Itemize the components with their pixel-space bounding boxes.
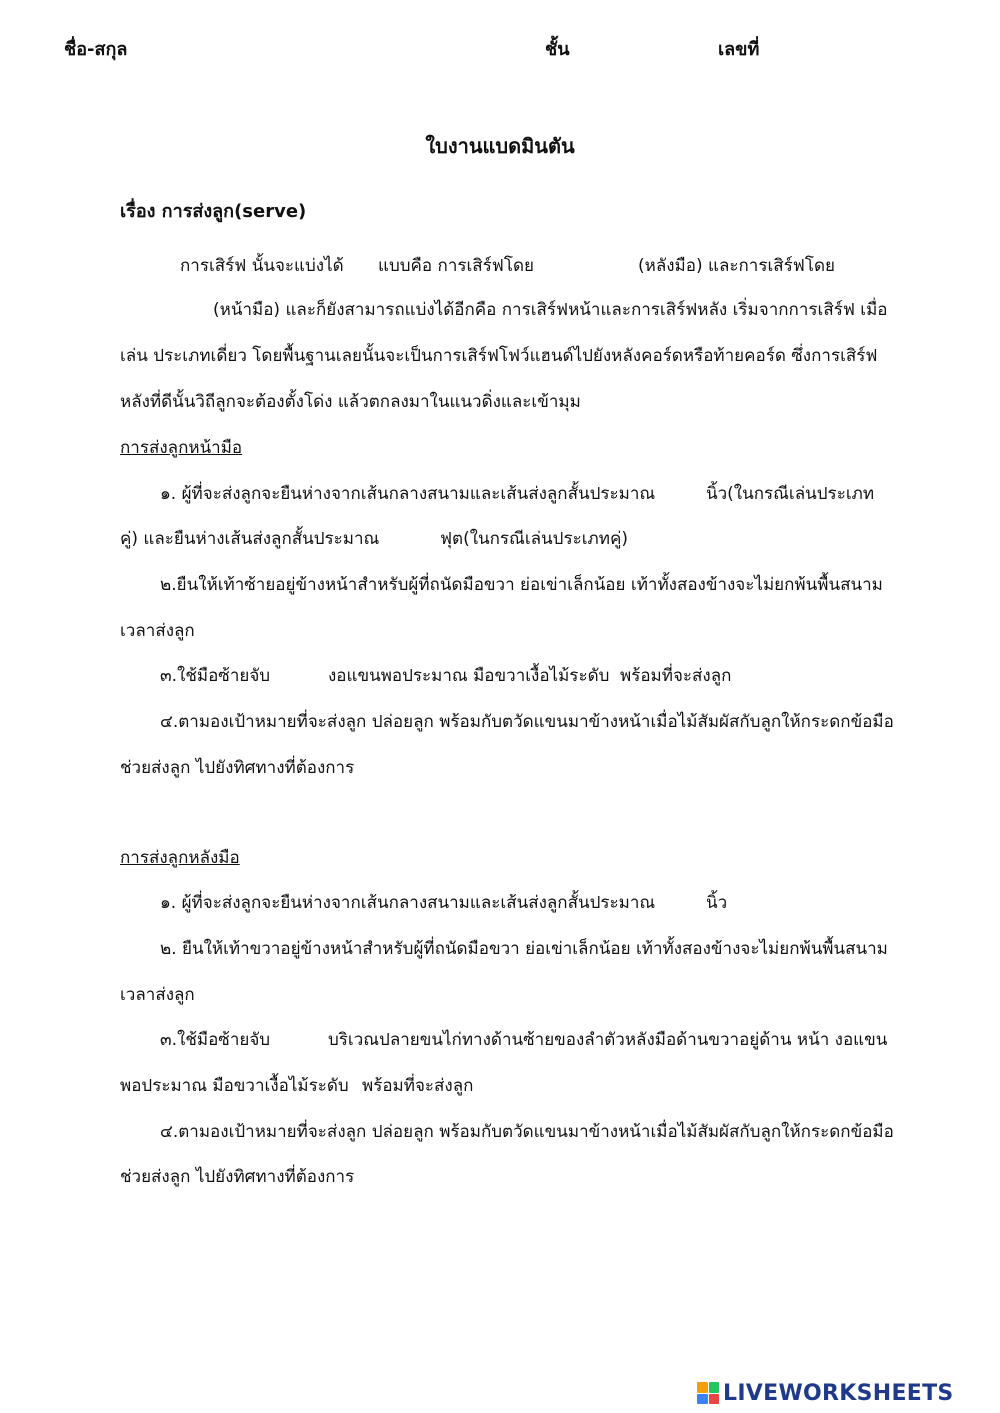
backhand-item-1a: ๑. ผู้ที่จะส่งลูกจะยืนห่างจากเส้นกลางสนามและเส้นส่งลูกสั้นประมาณ: [160, 893, 656, 913]
forehand-item-1d: ฟุต(ในกรณีเล่นประเภทคู่): [440, 529, 628, 549]
backhand-item-2b: เวลาส่งลูก: [120, 985, 195, 1005]
backhand-item-2a: ๒. ยืนให้เท้าขวาอยู่ข้างหน้าสำหรับผู้ที่ถนัดมือขวา ย่อเข่าเล็กน้อย เท้าทั้งสองข้างจะไม่ยกพ้นพื้นสนาม: [160, 939, 888, 959]
forehand-item-2b: เวลาส่งลูก: [120, 621, 195, 641]
forehand-item-4b: ช่วยส่งลูก ไปยังทิศทางที่ต้องการ: [120, 758, 355, 778]
intro-line-1b: แบบคือ การเสิร์ฟโดย: [378, 256, 534, 276]
forehand-item-3a: ๓.ใช้มือซ้ายจับ: [160, 666, 271, 686]
backhand-item-3c: พอประมาณ มือขวาเงื้อไม้ระดับ: [120, 1076, 349, 1096]
intro-line-1c: (หลังมือ) และการเสิร์ฟโดย: [638, 256, 835, 276]
page-title: ใบงานแบดมินตัน: [425, 134, 575, 158]
intro-line-1a: การเสิร์ฟ นั้นจะแบ่งได้: [180, 256, 344, 276]
forehand-item-2a: ๒.ยืนให้เท้าซ้ายอยู่ข้างหน้าสำหรับผู้ที่ถนัดมือขวา ย่อเข่าเล็กน้อย เท้าทั้งสองข้างจะไม่ยกพ้นพื้นสนาม: [160, 575, 883, 595]
intro-line-2: (หน้ามือ) และก็ยังสามารถแบ่งได้อีกคือ การเสิร์ฟหน้าและการเสิร์ฟหลัง เริ่มจากการเสิร์ฟ เมื่อ: [213, 300, 888, 320]
forehand-item-3c: พร้อมที่จะส่งลูก: [620, 666, 732, 686]
backhand-heading: การส่งลูกหลังมือ: [120, 848, 240, 868]
forehand-heading: การส่งลูกหน้ามือ: [120, 438, 243, 458]
backhand-item-4a: ๔.ตามองเป้าหมายที่จะส่งลูก ปล่อยลูก พร้อมกับตวัดแขนมาข้างหน้าเมื่อไม้สัมผัสกับลูกให้กระดกข้อมือ: [160, 1122, 894, 1142]
class-label: ชั้น: [545, 39, 570, 60]
forehand-item-4a: ๔.ตามองเป้าหมายที่จะส่งลูก ปล่อยลูก พร้อมกับตวัดแขนมาข้างหน้าเมื่อไม้สัมผัสกับลูกให้กระดกข้อมือ: [160, 712, 894, 732]
liveworksheets-logo-text: LIVEWORKSHEETS: [723, 1380, 954, 1406]
forehand-item-3b: งอแขนพอประมาณ มือขวาเงื้อไม้ระดับ: [328, 666, 610, 686]
backhand-item-3b: บริเวณปลายขนไก่ทางด้านซ้ายของลำตัวหลังมือด้านขวาอยู่ด้าน หน้า งอแขน: [328, 1030, 888, 1050]
backhand-item-3a: ๓.ใช้มือซ้ายจับ: [160, 1030, 271, 1050]
liveworksheets-logo[interactable]: [697, 1380, 954, 1406]
forehand-item-1a: ๑. ผู้ที่จะส่งลูกจะยืนห่างจากเส้นกลางสนามและเส้นส่งลูกสั้นประมาณ: [160, 484, 656, 504]
name-label: ชื่อ-สกุล: [64, 39, 128, 60]
forehand-item-1b: นิ้ว(ในกรณีเล่นประเภท: [706, 484, 875, 504]
forehand-item-1c: คู่) และยืนห่างเส้นส่งลูกสั้นประมาณ: [120, 529, 380, 549]
logo-square-3: [697, 1394, 708, 1405]
logo-square-1: [697, 1382, 708, 1393]
logo-square-2: [709, 1382, 720, 1393]
backhand-item-1b: นิ้ว: [706, 893, 728, 913]
intro-line-3: เล่น ประเภทเดี่ยว โดยพื้นฐานเลยนั้นจะเป็นการเสิร์ฟโฟว์แฮนด์ไปยังหลังคอร์ดหรือท้ายคอร์ด ซึ่งการเสิร์ฟ: [120, 346, 878, 366]
liveworksheets-logo-icon: [697, 1382, 719, 1404]
intro-line-4: หลังที่ดีนั้นวิถีลูกจะต้องตั้งโด่ง แล้วตกลงมาในแนวดิ่งและเข้ามุม: [120, 392, 581, 412]
number-label: เลขที่: [718, 39, 760, 60]
backhand-item-4b: ช่วยส่งลูก ไปยังทิศทางที่ต้องการ: [120, 1167, 355, 1187]
backhand-item-3d: พร้อมที่จะส่งลูก: [362, 1076, 474, 1096]
logo-square-4: [709, 1394, 720, 1405]
subject-heading: เรื่อง การส่งลูก(serve): [120, 201, 307, 222]
